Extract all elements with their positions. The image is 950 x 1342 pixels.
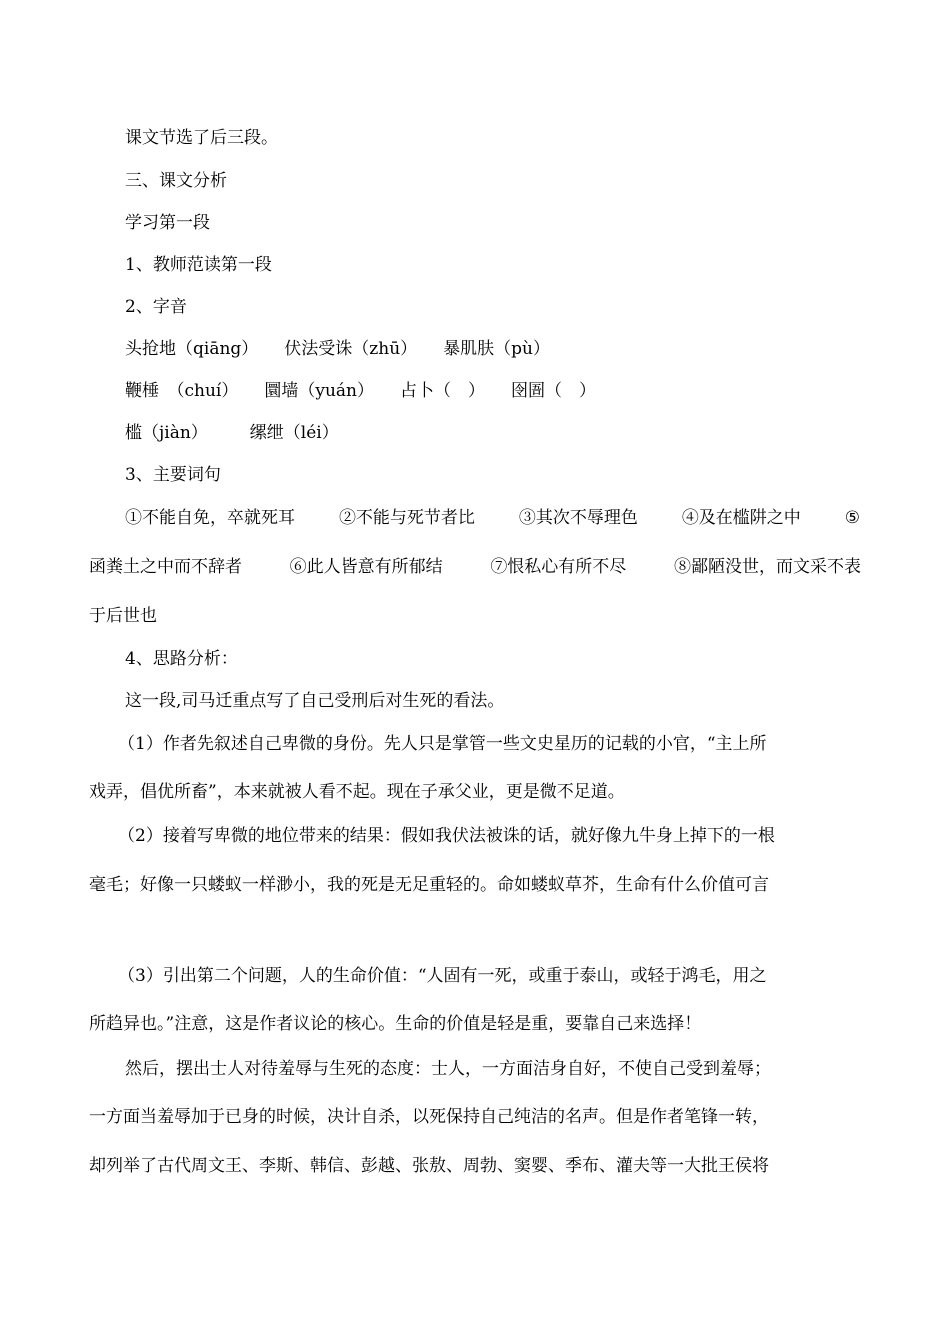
text-line: 于后世也 (89, 606, 157, 626)
text-line: 这一段,司马迁重点写了自己受刑后对生死的看法。 (125, 691, 505, 711)
phrases-row (125, 507, 860, 529)
pron-item: 鞭棰 （chuí） (125, 381, 239, 401)
phrase-item: ⑧鄙陋没世，而文采不表 (673, 557, 861, 577)
paragraph-line: （3）引出第二个问题，人的生命价值：“人固有一死，或重于泰山，或轻于鸿毛，用之 (118, 966, 767, 986)
phrase-item: ④及在槛阱之中 (681, 508, 801, 528)
paragraph-line: 所趋异也。”注意，这是作者议论的核心。生命的价值是轻是重，要靠自己来选择！ (89, 1014, 702, 1034)
paragraph-line: （2）接着写卑微的地位带来的结果：假如我伏法被诛的话，就好像九牛身上掉下的一根 (118, 826, 775, 846)
pron-item: 占卜（ ） (400, 381, 485, 401)
pron-item: 暴肌肤（pù） (443, 339, 550, 359)
pron-item: 缧绁（léi） (249, 423, 339, 443)
phrase-item: ③其次不辱理色 (518, 508, 638, 528)
subsection-heading: 学习第一段 (125, 213, 210, 233)
phrase-item: ⑥此人皆意有所郁结 (289, 557, 443, 577)
paragraph-line: 一方面当羞辱加于已身的时候，决计自杀，以死保持自己纯洁的名声。但是作者笔锋一转， (89, 1107, 769, 1127)
pron-item: 囹圄（ ） (511, 381, 596, 401)
phrase-item: ⑦恨私心有所不尽 (490, 557, 627, 577)
paragraph-line: 毫毛；好像一只蝼蚁一样渺小，我的死是无足重轻的。命如蝼蚁草芥，生命有什么价值可言 (89, 875, 769, 895)
phrase-item: ②不能与死节者比 (338, 508, 475, 528)
pronunciation-row (125, 422, 339, 444)
pron-item: 头抢地（qiāng） (125, 339, 259, 359)
paragraph-line: 却列举了古代周文王、李斯、韩信、彭越、张敖、周勃、窦婴、季布、灌夫等一大批王侯将 (89, 1156, 769, 1176)
section-heading: 三、课文分析 (125, 171, 227, 191)
phrases-row (89, 556, 861, 578)
list-item: 2、字音 (125, 297, 187, 317)
phrase-item: 函粪土之中而不辞者 (89, 557, 242, 577)
paragraph-line: 然后，摆出士人对待羞辱与生死的态度：士人，一方面洁身自好，不使自己受到羞辱； (125, 1059, 771, 1079)
list-item: 1、教师范读第一段 (125, 255, 272, 275)
phrase-item: ⑤ (844, 508, 860, 528)
pronunciation-row (125, 380, 596, 402)
text-line: 课文节选了后三段。 (125, 128, 278, 148)
pronunciation-row (125, 338, 550, 360)
pron-item: 伏法受诛（zhū） (284, 339, 418, 359)
list-item: 3、主要词句 (125, 465, 221, 485)
pron-item: 槛（jiàn） (125, 423, 208, 443)
phrase-item: ①不能自免，卒就死耳 (125, 508, 295, 528)
pron-item: 圜墙（yuán） (264, 381, 374, 401)
paragraph-line: （1）作者先叙述自己卑微的身份。先人只是掌管一些文史星历的记载的小官，“主上所 (118, 734, 767, 754)
list-item: 4、思路分析： (125, 649, 238, 669)
paragraph-line: 戏弄，倡优所畜”，本来就被人看不起。现在子承父业，更是微不足道。 (89, 782, 625, 802)
